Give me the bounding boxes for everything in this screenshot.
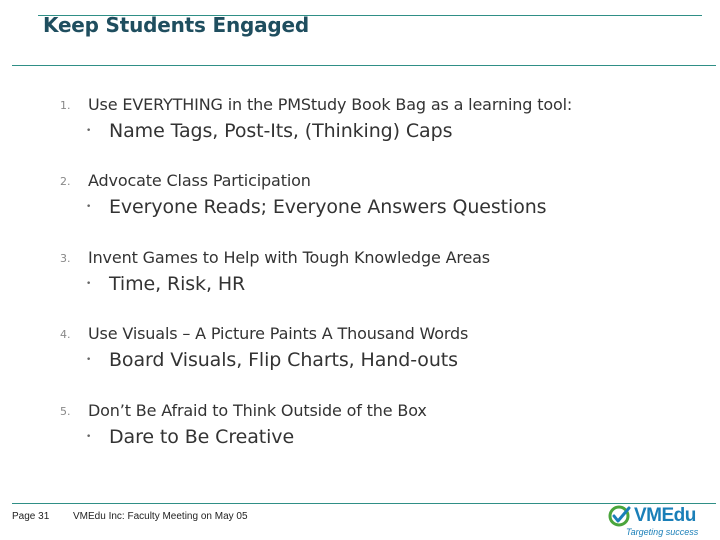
page-number: Page 31 [12, 511, 50, 522]
sub-item-text: Everyone Reads; Everyone Answers Questions [109, 196, 547, 218]
item-number: 5. [60, 405, 71, 418]
bullet-icon: • [86, 202, 92, 212]
item-number: 4. [60, 328, 71, 341]
item-number: 2. [60, 175, 71, 188]
sub-item-text: Dare to Be Creative [109, 426, 295, 448]
item-text: Don’t Be Afraid to Think Outside of the Box [88, 401, 427, 420]
item-number: 3. [60, 252, 71, 265]
footer-caption: VMEdu Inc: Faculty Meeting on May 05 [73, 511, 248, 522]
sub-item-text: Board Visuals, Flip Charts, Hand-outs [109, 349, 458, 371]
checkmark-logo-icon [608, 505, 634, 527]
vmedu-logo [606, 503, 716, 539]
logo-wordmark: VMEdu [634, 505, 696, 526]
bullet-icon: • [86, 279, 92, 289]
item-text: Advocate Class Participation [88, 171, 311, 190]
bullet-icon: • [86, 432, 92, 442]
item-text: Invent Games to Help with Tough Knowledge Areas [88, 248, 490, 267]
bullet-icon: • [86, 126, 92, 136]
bullet-icon: • [86, 355, 92, 365]
item-text: Use Visuals – A Picture Paints A Thousand Words [88, 324, 469, 343]
sub-item-text: Time, Risk, HR [109, 273, 246, 295]
title-underline [12, 65, 716, 66]
sub-item-text: Name Tags, Post-Its, (Thinking) Caps [109, 120, 453, 142]
item-number: 1. [60, 99, 71, 112]
slide-title: Keep Students Engaged [43, 13, 310, 37]
item-text: Use EVERYTHING in the PMStudy Book Bag as a learning tool: [88, 95, 573, 114]
logo-tagline: Targeting success [626, 527, 699, 537]
